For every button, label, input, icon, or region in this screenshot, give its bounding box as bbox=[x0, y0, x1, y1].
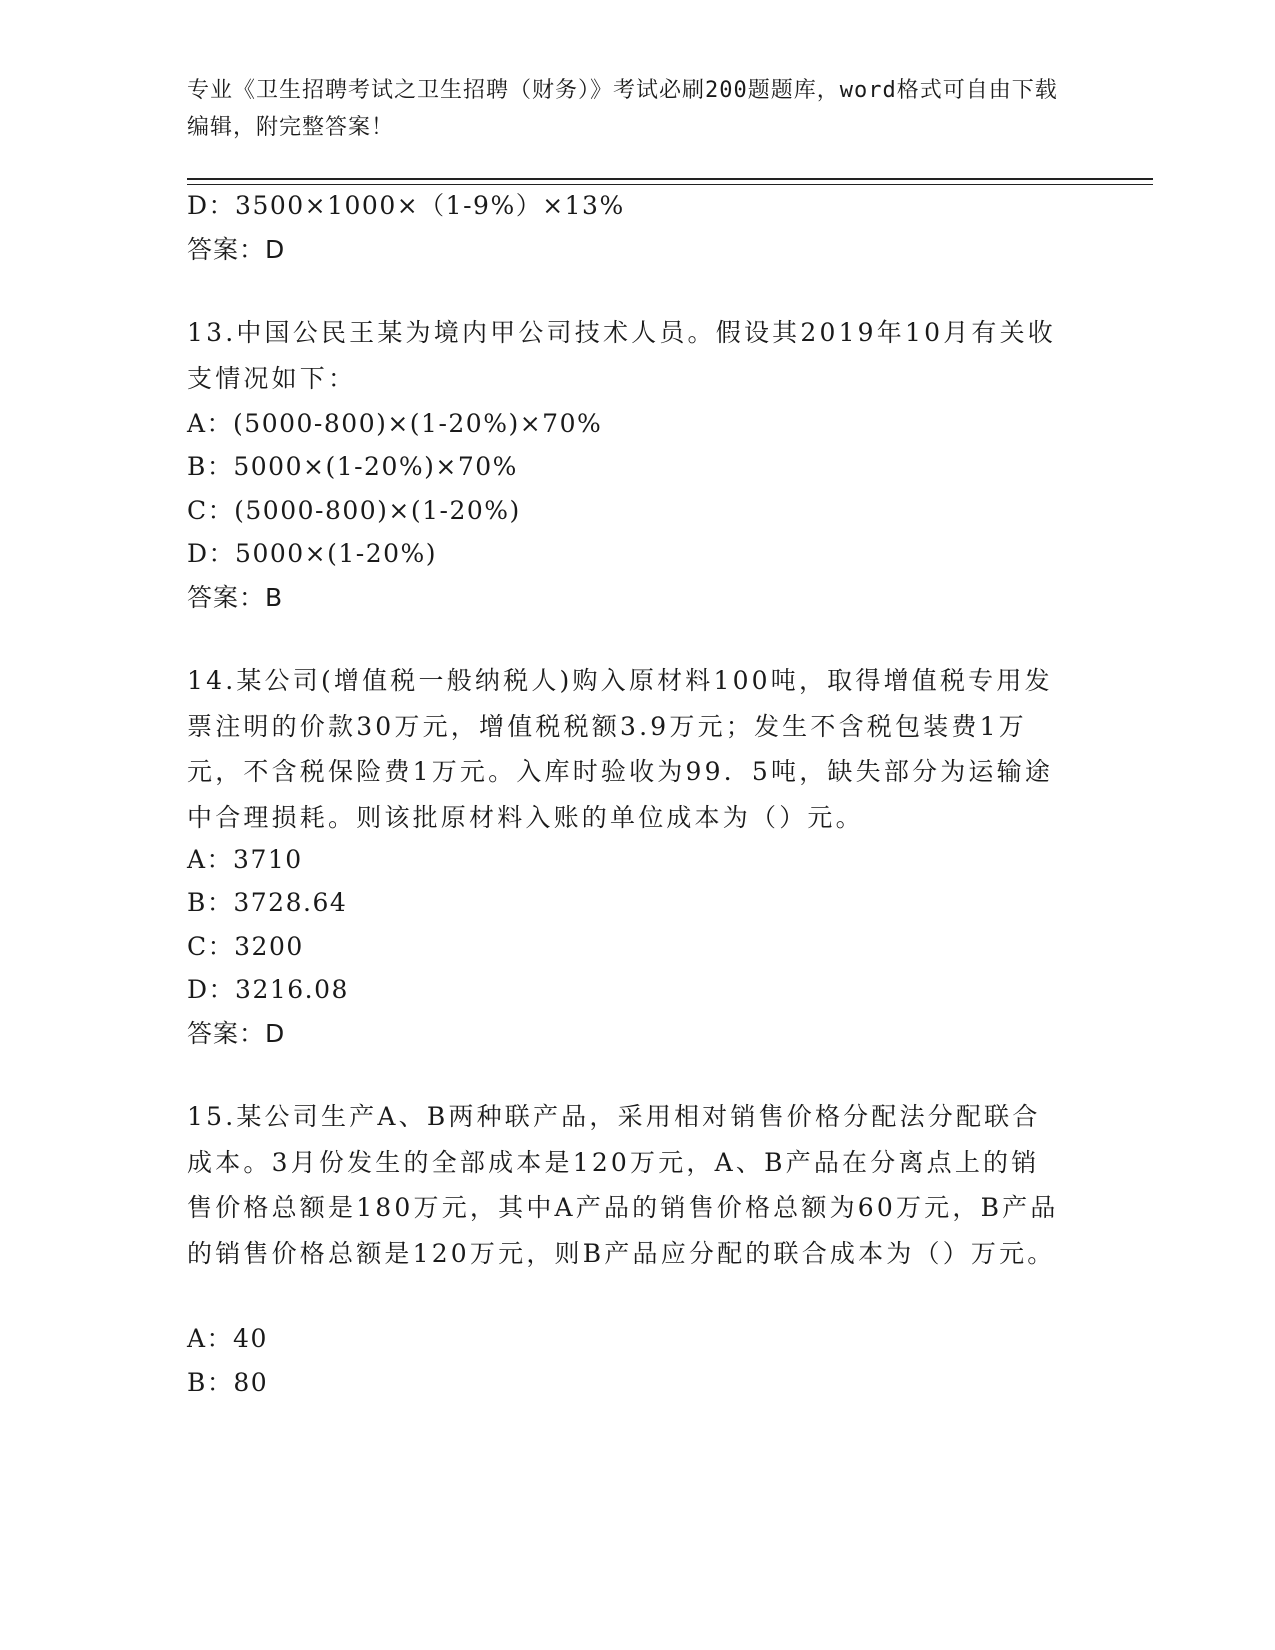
q15-option-b: B：80 bbox=[187, 1368, 269, 1397]
q14-answer: 答案：D bbox=[187, 1019, 286, 1048]
q13-option-a: A：(5000-800)×(1-20%)×70% bbox=[187, 409, 603, 438]
q15-option-a: A：40 bbox=[187, 1324, 268, 1353]
header-divider bbox=[187, 178, 1153, 180]
q12-answer: 答案：D bbox=[187, 235, 286, 264]
q13-answer: 答案：B bbox=[187, 583, 284, 612]
q12-option-d: D：3500×1000×（1-9%）×13% bbox=[187, 191, 625, 220]
q13-stem: 13.中国公民王某为境内甲公司技术人员。假设其2019年10月有关收支情况如下： bbox=[187, 318, 1056, 393]
q14-stem: 14.某公司(增值税一般纳税人)购入原材料100吨，取得增值税专用发票注明的价款30万元，增值税税额3.9万元；发生不含税包装费1万元，不含税保险费1万元。入库时验收为99．5吨，缺失部分为运输途中合理损耗。则该批原材料入账的单位成本为（）元。 bbox=[187, 666, 1054, 832]
q13-option-c: C：(5000-800)×(1-20%) bbox=[187, 496, 521, 525]
q13-option-b: B：5000×(1-20%)×70% bbox=[187, 452, 518, 481]
q13-option-d: D：5000×(1-20%) bbox=[187, 539, 438, 568]
document-header: 专业《卫生招聘考试之卫生招聘（财务）》考试必刷200题题库，word格式可自由下载编辑，附完整答案！ bbox=[187, 78, 1058, 140]
q14-option-b: B：3728.64 bbox=[187, 888, 348, 917]
header-divider-thin bbox=[187, 184, 1153, 185]
q14-option-d: D：3216.08 bbox=[187, 975, 349, 1004]
q15-stem: 15.某公司生产A、B两种联产品，采用相对销售价格分配法分配联合成本。3月份发生的全部成本是120万元，A、B产品在分离点上的销售价格总额是180万元，其中A产品的销售价格总额为60万元，B产品的销售价格总额是120万元，则B产品应分配的联合成本为（）万元。 bbox=[187, 1102, 1059, 1268]
q14-option-a: A：3710 bbox=[187, 845, 303, 874]
q14-option-c: C：3200 bbox=[187, 932, 304, 961]
